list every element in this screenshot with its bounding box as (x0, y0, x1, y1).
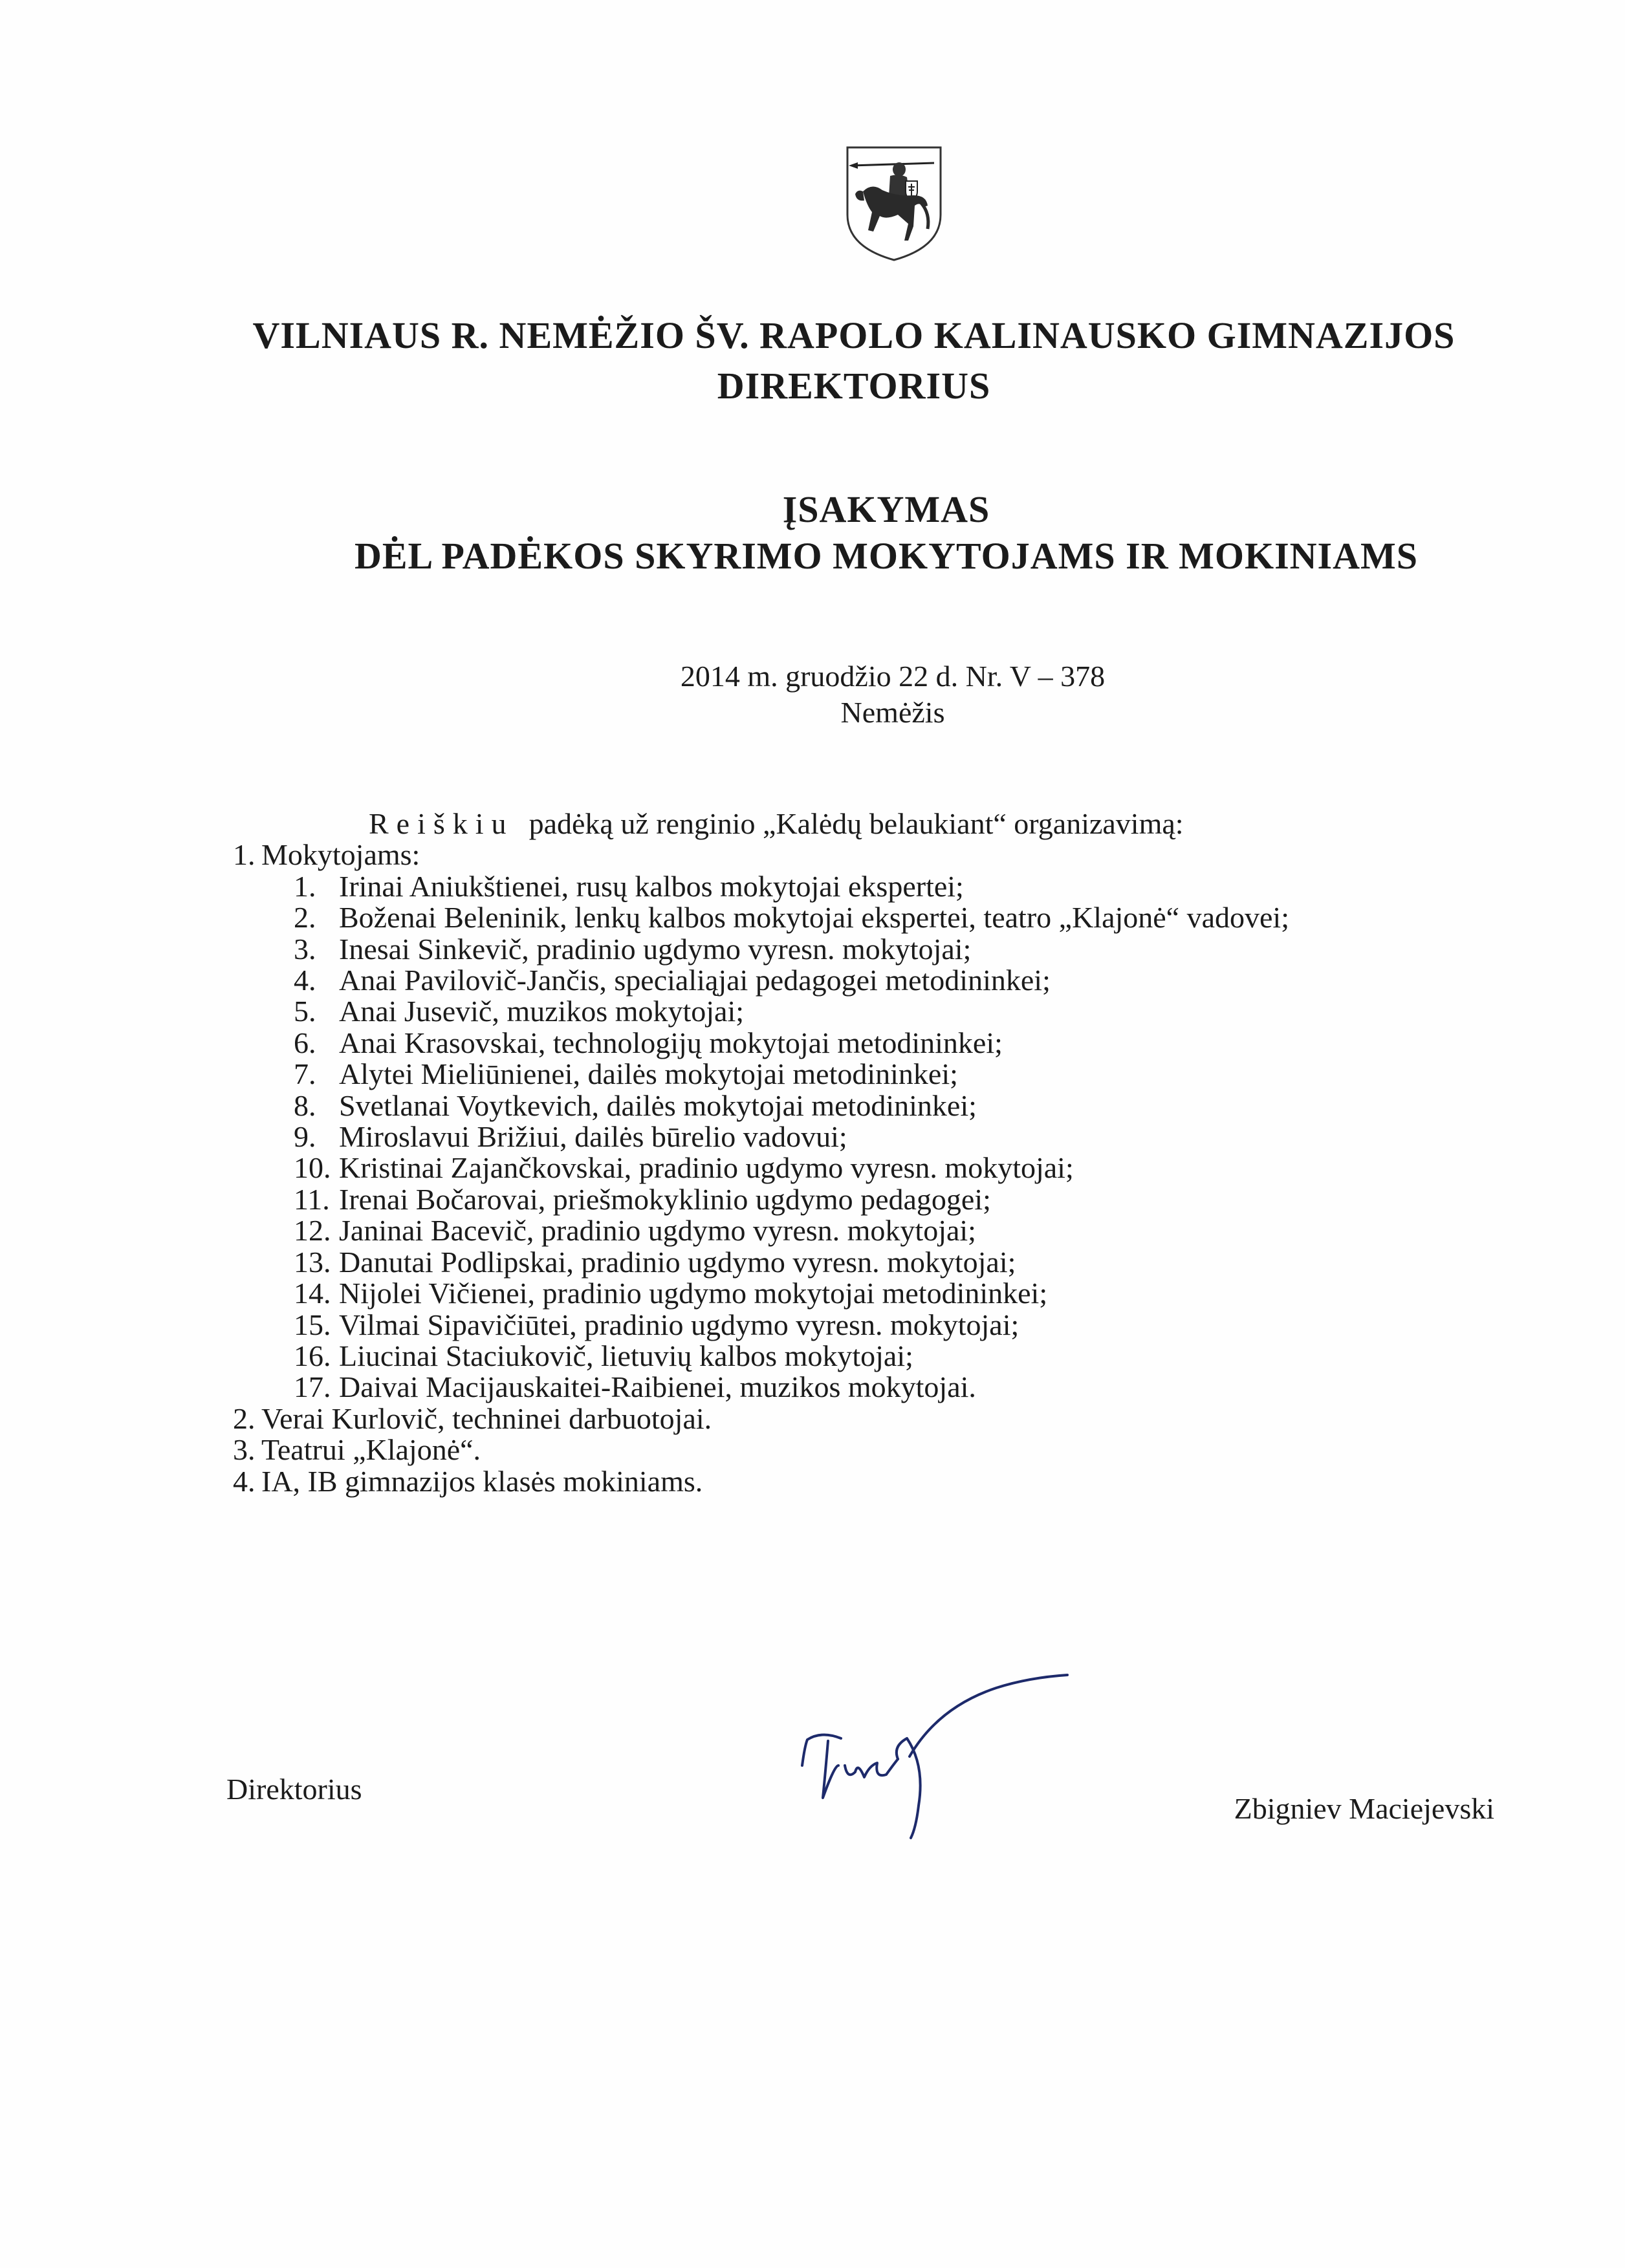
list-number: 8. (294, 1088, 316, 1122)
list-item (233, 1215, 1462, 1246)
list-item (233, 839, 1462, 870)
date-number: 2014 m. gruodžio 22 d. Nr. V – 378 (680, 660, 1106, 693)
intro-paragraph (233, 808, 1462, 839)
list-item (233, 1341, 1462, 1372)
signer-position: Direktorius (226, 1773, 362, 1806)
list-text: Danutai Podlipskai, pradinio ugdymo vyresn. mokytojai; (339, 1245, 1016, 1279)
institution-name: VILNIAUS R. NEMĖŽIO ŠV. RAPOLO KALINAUSKO GIMNAZIJOS (252, 314, 1456, 356)
list-text: Anai Jusevič, muzikos mokytojai; (339, 995, 745, 1028)
institution-heading (194, 310, 1514, 411)
list-text: Teatrui „Klajonė“. (261, 1433, 481, 1467)
list-text: Vilmai Sipavičiūtei, pradinio ugdymo vyresn. mokytojai; (339, 1308, 1020, 1341)
list-text: Irinai Aniukštienei, rusų kalbos mokytojai ekspertei; (339, 869, 964, 903)
list-item (233, 1028, 1462, 1059)
list-item (233, 1310, 1462, 1341)
list-number: 4. (233, 1464, 256, 1498)
list-text: Verai Kurlovič, techninei darbuotojai. (261, 1401, 712, 1435)
list-item (233, 1466, 1462, 1497)
document-meta (556, 658, 1229, 731)
list-text: Miroslavui Brižiui, dailės būrelio vadovui; (339, 1120, 847, 1154)
signature-block (226, 1669, 1494, 1850)
list-text: Anai Krasovskai, technologijų mokytojai metodininkei; (339, 1026, 1003, 1059)
document-type: ĮSAKYMAS (782, 488, 990, 530)
list-text: Svetlanai Voytkevich, dailės mokytojai metodininkei; (339, 1088, 977, 1122)
list-item (233, 1121, 1462, 1152)
list-text: Daivai Macijauskaitei-Raibienei, muzikos mokytojai. (339, 1370, 976, 1404)
list-number: 1. (233, 838, 256, 872)
list-text: Nijolei Vičienei, pradinio ugdymo mokytojai metodininkei; (339, 1277, 1048, 1310)
list-number: 10. (294, 1151, 331, 1185)
list-item (233, 1184, 1462, 1215)
list-item (233, 902, 1462, 933)
list-text: IA, IB gimnazijos klasės mokiniams. (261, 1464, 703, 1498)
list-number: 12. (294, 1214, 331, 1247)
list-text: Anai Pavilovič-Jančis, specialiąjai pedagogei metodininkei; (339, 964, 1051, 997)
list-number: 2. (233, 1401, 256, 1435)
list-item (233, 1152, 1462, 1183)
list-number: 11. (294, 1182, 330, 1216)
document-body (233, 808, 1462, 1497)
list-text: Boženai Beleninik, lenkų kalbos mokytojai ekspertei, teatro „Klajonė“ vadovei; (339, 901, 1289, 934)
list-item (233, 1090, 1462, 1121)
list-number: 16. (294, 1339, 331, 1372)
list-number: 6. (294, 1026, 316, 1059)
list-item (233, 1372, 1462, 1403)
list-number: 15. (294, 1308, 331, 1341)
institution-role: DIREKTORIUS (717, 365, 991, 407)
list-text: Kristinai Zajančkovskai, pradinio ugdymo vyresn. mokytojai; (339, 1151, 1074, 1185)
list-number: 14. (294, 1277, 331, 1310)
list-item (233, 934, 1462, 965)
intro-spaced-word: Reiškiu (369, 807, 514, 840)
list-text: Mokytojams: (261, 838, 420, 872)
list-text: Janinai Bacevič, pradinio ugdymo vyresn. mokytojai; (339, 1214, 976, 1247)
list-number: 7. (294, 1057, 316, 1091)
list-number: 3. (294, 932, 316, 966)
list-item (233, 1278, 1462, 1309)
vytis-coat-of-arms-icon (844, 144, 944, 264)
list-text: Liucinai Staciukovič, lietuvių kalbos mokytojai; (339, 1339, 913, 1372)
list-number: 2. (294, 901, 316, 934)
list-text: Irenai Bočarovai, priešmokyklinio ugdymo pedagogei; (339, 1182, 991, 1216)
list-item (233, 965, 1462, 996)
list-item (233, 1403, 1462, 1434)
list-number: 13. (294, 1245, 331, 1279)
list-number: 1. (294, 869, 316, 903)
list-number: 9. (294, 1120, 316, 1154)
list-number: 17. (294, 1370, 331, 1404)
list-number: 5. (294, 995, 316, 1028)
list-number: 4. (294, 964, 316, 997)
document-title (233, 486, 1540, 579)
list-text: Alytei Mieliūnienei, dailės mokytojai metodininkei; (339, 1057, 958, 1091)
document-subject: DĖL PADĖKOS SKYRIMO MOKYTOJAMS IR MOKINIAMS (354, 535, 1419, 577)
signer-name: Zbigniev Maciejevski (1234, 1792, 1494, 1825)
list-item (233, 1247, 1462, 1278)
list-number: 3. (233, 1433, 256, 1467)
intro-text: padėką už renginio „Kalėdų belaukiant“ organizavimą: (529, 807, 1184, 840)
list-item (233, 871, 1462, 902)
handwritten-signature-icon (796, 1669, 1100, 1843)
place: Nemėžis (840, 696, 945, 729)
list-item (233, 1434, 1462, 1465)
list-item (233, 1059, 1462, 1090)
list-text: Inesai Sinkevič, pradinio ugdymo vyresn. mokytojai; (339, 932, 972, 966)
list-item (233, 996, 1462, 1027)
